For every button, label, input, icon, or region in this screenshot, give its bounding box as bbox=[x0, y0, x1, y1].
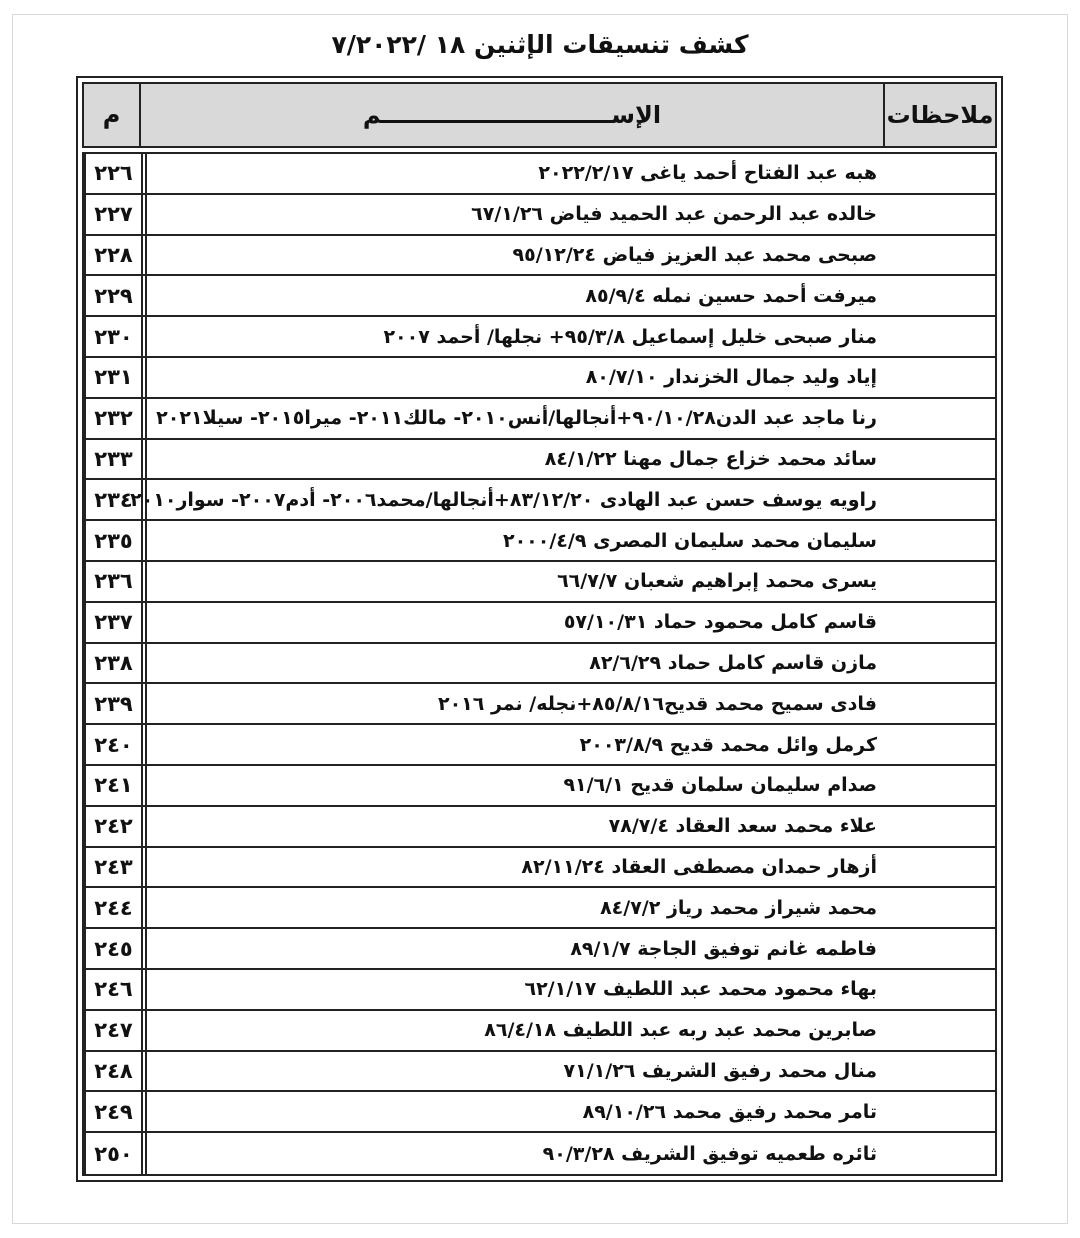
table-row bbox=[84, 236, 995, 277]
row-notes bbox=[885, 929, 995, 968]
column-divider bbox=[141, 195, 145, 234]
row-notes bbox=[885, 684, 995, 723]
column-divider bbox=[141, 480, 145, 519]
table-row bbox=[84, 1133, 995, 1174]
column-divider bbox=[141, 276, 145, 315]
row-name: يسرى محمد إبراهيم شعبان ٦٦/٧/٧ bbox=[145, 562, 885, 601]
column-divider bbox=[141, 1011, 145, 1050]
column-divider bbox=[141, 848, 145, 887]
row-notes bbox=[885, 521, 995, 560]
row-name: إياد وليد جمال الخزندار ٨٠/٧/١٠ bbox=[145, 358, 885, 397]
row-number: ٢٤٨ bbox=[84, 1052, 141, 1091]
row-number: ٢٤٦ bbox=[84, 970, 141, 1009]
table-row bbox=[84, 807, 995, 848]
table-row bbox=[84, 929, 995, 970]
roster-table bbox=[76, 76, 1003, 1182]
row-number: ٢٣١ bbox=[84, 358, 141, 397]
column-divider bbox=[141, 807, 145, 846]
row-notes bbox=[885, 848, 995, 887]
row-name: منال محمد رفيق الشريف ٧١/١/٢٦ bbox=[145, 1052, 885, 1091]
row-number: ٢٣٣ bbox=[84, 440, 141, 479]
row-name: علاء محمد سعد العقاد ٧٨/٧/٤ bbox=[145, 807, 885, 846]
table-row bbox=[84, 521, 995, 562]
row-name: رنا ماجد عبد الدن٩٠/١٠/٢٨+أنجالها/أنس٢٠١٠- مالك٢٠١١- ميرا٢٠١٥- سيلا٢٠٢١ bbox=[145, 399, 885, 438]
column-divider bbox=[141, 399, 145, 438]
table-row bbox=[84, 480, 995, 521]
row-notes bbox=[885, 725, 995, 764]
table-row bbox=[84, 603, 995, 644]
row-number: ٢٤٥ bbox=[84, 929, 141, 968]
column-divider bbox=[141, 1133, 145, 1174]
column-divider bbox=[141, 684, 145, 723]
row-name: تامر محمد رفيق محمد ٨٩/١٠/٢٦ bbox=[145, 1092, 885, 1131]
row-name: سليمان محمد سليمان المصرى ٢٠٠٠/٤/٩ bbox=[145, 521, 885, 560]
row-name: منار صبحى خليل إسماعيل ٩٥/٣/٨+ نجلها/ أحمد ٢٠٠٧ bbox=[145, 317, 885, 356]
table-row bbox=[84, 766, 995, 807]
row-number: ٢٤٩ bbox=[84, 1092, 141, 1131]
column-divider bbox=[141, 725, 145, 764]
table-row bbox=[84, 317, 995, 358]
page-title: كشف تنسيقات الإثنين ١٨ /٧/٢٠٢٢ bbox=[331, 30, 749, 59]
header-number: م bbox=[82, 82, 141, 148]
column-divider bbox=[141, 1052, 145, 1091]
row-number: ٢٢٧ bbox=[84, 195, 141, 234]
row-notes bbox=[885, 1133, 995, 1174]
row-notes bbox=[885, 1011, 995, 1050]
row-name: محمد شيراز محمد رياز ٨٤/٧/٢ bbox=[145, 888, 885, 927]
row-notes bbox=[885, 358, 995, 397]
row-notes bbox=[885, 1092, 995, 1131]
row-name: ميرفت أحمد حسين نمله ٨٥/٩/٤ bbox=[145, 276, 885, 315]
row-number: ٢٣٢ bbox=[84, 399, 141, 438]
row-notes bbox=[885, 888, 995, 927]
row-name: صابرين محمد عبد ربه عبد اللطيف ٨٦/٤/١٨ bbox=[145, 1011, 885, 1050]
row-name: فاطمه غانم توفيق الجاجة ٨٩/١/٧ bbox=[145, 929, 885, 968]
column-divider bbox=[141, 440, 145, 479]
table-row bbox=[84, 562, 995, 603]
row-name: ثائره طعميه توفيق الشريف ٩٠/٣/٢٨ bbox=[145, 1133, 885, 1174]
column-divider bbox=[141, 888, 145, 927]
table-row bbox=[84, 399, 995, 440]
column-divider bbox=[141, 603, 145, 642]
row-notes bbox=[885, 807, 995, 846]
row-notes bbox=[885, 644, 995, 683]
table-row bbox=[84, 195, 995, 236]
row-notes bbox=[885, 195, 995, 234]
table-header bbox=[82, 82, 997, 148]
table-row bbox=[84, 440, 995, 481]
row-number: ٢٣٧ bbox=[84, 603, 141, 642]
table-row bbox=[84, 684, 995, 725]
table-row bbox=[84, 1011, 995, 1052]
row-number: ٢٥٠ bbox=[84, 1133, 141, 1174]
column-divider bbox=[141, 236, 145, 275]
row-number: ٢٤٢ bbox=[84, 807, 141, 846]
column-divider bbox=[141, 1092, 145, 1131]
table-row bbox=[84, 725, 995, 766]
row-notes bbox=[885, 766, 995, 805]
row-number: ٢٢٦ bbox=[84, 154, 141, 193]
table-row bbox=[84, 970, 995, 1011]
row-notes bbox=[885, 603, 995, 642]
row-number: ٢٣٨ bbox=[84, 644, 141, 683]
row-notes bbox=[885, 317, 995, 356]
column-divider bbox=[141, 562, 145, 601]
row-notes bbox=[885, 480, 995, 519]
row-number: ٢٣٩ bbox=[84, 684, 141, 723]
table-row bbox=[84, 276, 995, 317]
row-notes bbox=[885, 1052, 995, 1091]
row-number: ٢٣٥ bbox=[84, 521, 141, 560]
table-row bbox=[84, 848, 995, 889]
row-number: ٢٤٠ bbox=[84, 725, 141, 764]
header-name: الإســــــــــــــــــــــــــــم bbox=[141, 82, 883, 148]
row-notes bbox=[885, 154, 995, 193]
row-name: خالده عبد الرحمن عبد الحميد فياض ٦٧/١/٢٦ bbox=[145, 195, 885, 234]
table-body bbox=[82, 152, 997, 1176]
column-divider bbox=[141, 929, 145, 968]
row-name: صبحى محمد عبد العزيز فياض ٩٥/١٢/٢٤ bbox=[145, 236, 885, 275]
row-name: فادى سميح محمد قديح٨٥/٨/١٦+نجله/ نمر ٢٠١٦ bbox=[145, 684, 885, 723]
row-name: سائد محمد خزاع جمال مهنا ٨٤/١/٢٢ bbox=[145, 440, 885, 479]
table-row bbox=[84, 358, 995, 399]
row-number: ٢٤٤ bbox=[84, 888, 141, 927]
row-name: صدام سليمان سلمان قديح ٩١/٦/١ bbox=[145, 766, 885, 805]
row-notes bbox=[885, 440, 995, 479]
row-notes bbox=[885, 399, 995, 438]
row-number: ٢٣٠ bbox=[84, 317, 141, 356]
row-number: ٢٣٤ bbox=[84, 480, 141, 519]
table-row bbox=[84, 1052, 995, 1093]
column-divider bbox=[141, 970, 145, 1009]
row-number: ٢٣٦ bbox=[84, 562, 141, 601]
header-notes: ملاحظات bbox=[883, 82, 997, 148]
row-name: أزهار حمدان مصطفى العقاد ٨٢/١١/٢٤ bbox=[145, 848, 885, 887]
row-name: راويه يوسف حسن عبد الهادى ٨٣/١٢/٢٠+أنجالها/محمد٢٠٠٦- أدم٢٠٠٧- سوار٢٠١٠ bbox=[145, 480, 885, 519]
row-name: بهاء محمود محمد عبد اللطيف ٦٢/١/١٧ bbox=[145, 970, 885, 1009]
table-row bbox=[84, 154, 995, 195]
row-number: ٢٤٧ bbox=[84, 1011, 141, 1050]
table-row bbox=[84, 888, 995, 929]
column-divider bbox=[141, 521, 145, 560]
column-divider bbox=[141, 317, 145, 356]
row-number: ٢٢٩ bbox=[84, 276, 141, 315]
row-number: ٢٤١ bbox=[84, 766, 141, 805]
column-divider bbox=[141, 644, 145, 683]
row-notes bbox=[885, 562, 995, 601]
table-row bbox=[84, 644, 995, 685]
row-name: كرمل وائل محمد قديح ٢٠٠٣/٨/٩ bbox=[145, 725, 885, 764]
row-notes bbox=[885, 970, 995, 1009]
row-name: مازن قاسم كامل حماد ٨٢/٦/٢٩ bbox=[145, 644, 885, 683]
row-name: قاسم كامل محمود حماد ٥٧/١٠/٣١ bbox=[145, 603, 885, 642]
column-divider bbox=[141, 766, 145, 805]
column-divider bbox=[141, 154, 145, 193]
table-row bbox=[84, 1092, 995, 1133]
row-notes bbox=[885, 236, 995, 275]
row-notes bbox=[885, 276, 995, 315]
row-number: ٢٤٣ bbox=[84, 848, 141, 887]
row-number: ٢٢٨ bbox=[84, 236, 141, 275]
row-name: هبه عبد الفتاح أحمد ياغى ٢٠٢٢/٢/١٧ bbox=[145, 154, 885, 193]
column-divider bbox=[141, 358, 145, 397]
